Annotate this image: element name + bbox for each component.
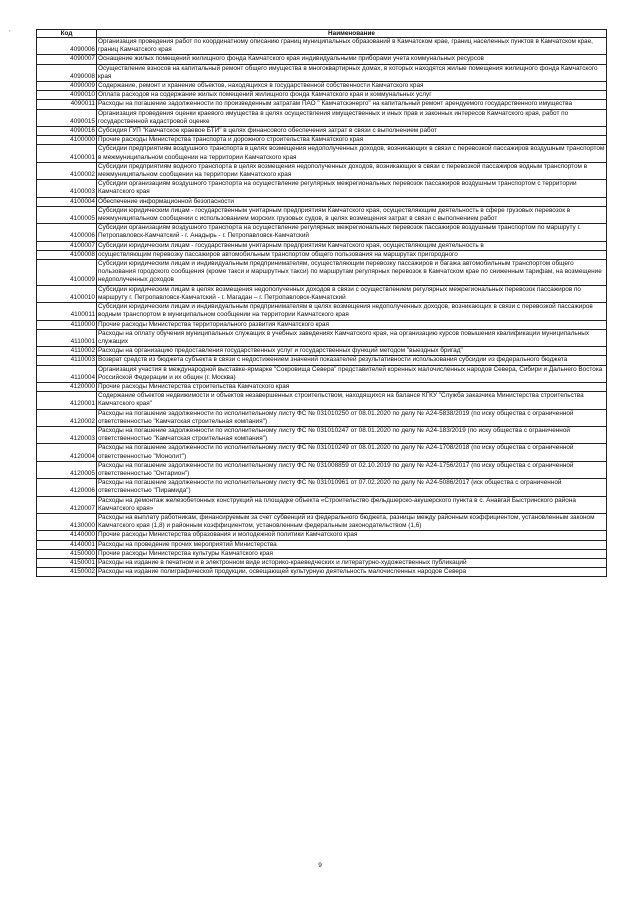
table-row bbox=[37, 444, 607, 461]
row-code: 4110001 bbox=[37, 329, 97, 346]
table-row bbox=[37, 285, 607, 302]
table-row bbox=[37, 568, 607, 577]
table-row bbox=[37, 100, 607, 109]
scan-mark: , bbox=[9, 27, 11, 33]
row-name: Оснащение жилых помещений жилищного фонда Камчатского края индивидуальными приборами учета коммунальных ресурсов bbox=[97, 55, 607, 64]
table-row bbox=[37, 303, 607, 320]
row-code: 4100005 bbox=[37, 206, 97, 223]
row-code: 4110000 bbox=[37, 320, 97, 329]
row-name: Расходы на издание в печатном и в электронном виде историко-краеведческих и литературно-художественных публикаций bbox=[97, 558, 607, 567]
row-code: 4120003 bbox=[37, 426, 97, 443]
row-code: 4090008 bbox=[37, 64, 97, 81]
table-row bbox=[37, 558, 607, 567]
row-code: 4090006 bbox=[37, 38, 97, 55]
row-name: Расходы на организацию предоставления государственных услуг и государственных функций методом "выездных бригад" bbox=[97, 347, 607, 356]
table-row bbox=[37, 197, 607, 206]
row-name: Прочие расходы Министерства строительства Камчатского края bbox=[97, 382, 607, 391]
table-row bbox=[37, 426, 607, 443]
row-code: 4110002 bbox=[37, 347, 97, 356]
row-code: 4120006 bbox=[37, 479, 97, 496]
table-row bbox=[37, 206, 607, 223]
table-row bbox=[37, 329, 607, 346]
table-row bbox=[37, 540, 607, 549]
table-row bbox=[37, 109, 607, 126]
row-name: Прочие расходы Министерства территориального развития Камчатского края bbox=[97, 320, 607, 329]
row-code: 4130000 bbox=[37, 513, 97, 530]
table-row bbox=[37, 496, 607, 513]
table-row bbox=[37, 250, 607, 259]
row-code: 4140000 bbox=[37, 531, 97, 540]
table-row bbox=[37, 180, 607, 197]
row-code: 4100011 bbox=[37, 303, 97, 320]
row-name: Субсидии юридическим лицам - государственным унитарным предприятиям Камчатского края, осуществляющим деятельность в bbox=[97, 241, 607, 250]
row-name: Организация проведения оценки краевого имущества в целях осуществления имущественных и иных прав и законных интересов Камчатского края, работ по государственной кадастровой оценке bbox=[97, 109, 607, 126]
row-code: 4150000 bbox=[37, 549, 97, 558]
page-number: 9 bbox=[318, 862, 322, 869]
row-code: 4090010 bbox=[37, 91, 97, 100]
row-name: Содержание объектов недвижимости и объектов незавершенных строительством, находящихся на балансе КГКУ "Служба заказчика Министерства строительства Камчатского края" bbox=[97, 392, 607, 409]
row-code: 4120005 bbox=[37, 461, 97, 478]
row-code: 4090016 bbox=[37, 127, 97, 136]
row-code: 4090011 bbox=[37, 100, 97, 109]
row-name: Субсидии юридическим лицам и индивидуальным предпринимателям, осуществляющим перевозку пассажиров и багажа автомобильным транспортом общего пользования городского сообщения (кроме такси и маршрутных такси) по маршрутам регулярных перевозок в Камчатском крае по сниженным тарифам, на возмещение недополученных доходов bbox=[97, 260, 607, 286]
table-row bbox=[37, 461, 607, 478]
row-code: 4110003 bbox=[37, 356, 97, 365]
table-row bbox=[37, 479, 607, 496]
row-code: 4100010 bbox=[37, 285, 97, 302]
table-row bbox=[37, 136, 607, 145]
table-row bbox=[37, 241, 607, 250]
row-code: 4100001 bbox=[37, 145, 97, 162]
row-name: Субсидии юридическим лицам - государственным унитарным предприятиям Камчатского края, осуществляющим деятельность в сфере грузовых перевозок в межмуниципальном сообщении с использованием морских грузовых судов, в целях возмещения затрат в связи с выполнением работ bbox=[97, 206, 607, 223]
row-code: 4090015 bbox=[37, 109, 97, 126]
row-name: осуществляющим перевозку пассажиров автомобильным транспортом общего пользования на маршрутах пригородного bbox=[97, 250, 607, 259]
row-name: Прочие расходы Министерства культуры Камчатского края bbox=[97, 549, 607, 558]
row-code: 4120000 bbox=[37, 382, 97, 391]
table-row bbox=[37, 356, 607, 365]
row-name: Субсидии организациям воздушного транспорта на осуществление регулярных межрегиональных перевозок пассажиров воздушным транспортом по маршруту г. Петропавловск-Камчатский - г. Анадырь - г. Петропавловск-Камчатский bbox=[97, 224, 607, 241]
row-name: Расходы на погашение задолженности по исполнительному листу ФС № 031010961 от 07.02.2020 по делу № А24-5086/2017 (иск общества с ограниченной ответственностью "Пирамида") bbox=[97, 479, 607, 496]
row-name: Расходы на проведение прочих мероприятий Министерства bbox=[97, 540, 607, 549]
row-name: Субсидии юридическим лицам и индивидуальным предпринимателям в целях возмещения недополученных доходов, возникающих в связи с перевозкой пассажиров водным транспортом в муниципальном сообщении на территории Камчатского края bbox=[97, 303, 607, 320]
row-code: 4140001 bbox=[37, 540, 97, 549]
header-name: Наименование bbox=[97, 30, 607, 38]
row-name: Расходы на издание полиграфической продукции, освещающей культурную деятельность малочисленных народов Севера bbox=[97, 568, 607, 577]
row-name: Возврат средств из бюджета субъекта в связи с недостижением значений показателей результативности использования субсидии из федерального бюджета bbox=[97, 356, 607, 365]
row-name: Расходы на погашение задолженности по исполнительному листу ФС № 031008859 от 02.10.2019 по делу № А24-1756/2017 (по иску общества с ограниченной ответственностью "Онтарион") bbox=[97, 461, 607, 478]
table-row bbox=[37, 513, 607, 530]
row-code: 4110004 bbox=[37, 365, 97, 382]
row-name: Осуществление взносов на капитальный ремонт общего имущества в многоквартирных домах, в которых находятся жилые помещения жилищного фонда Камчатского края bbox=[97, 64, 607, 81]
table-row bbox=[37, 145, 607, 162]
row-code: 4100000 bbox=[37, 136, 97, 145]
row-code: 4100003 bbox=[37, 180, 97, 197]
row-code: 4120002 bbox=[37, 409, 97, 426]
row-code: 4100007 bbox=[37, 241, 97, 250]
row-name: Прочие расходы Министерства транспорта и дорожного строительства Камчатского края bbox=[97, 136, 607, 145]
table-row bbox=[37, 382, 607, 391]
row-name: Расходы на погашение задолженности по исполнительному листу ФС № 031010247 от 08.01.2020 по делу № А24-183/2019 (по иску общества с ограниченной ответственностью "Камчатская строительная компания") bbox=[97, 426, 607, 443]
table-row bbox=[37, 127, 607, 136]
row-name: Прочие расходы Министерства образования и молодежной политики Камчатского края bbox=[97, 531, 607, 540]
row-name: Субсидии предприятиям воздушного транспорта в целях возмещения недополученных доходов, возникающих в связи с перевозкой пассажиров воздушным транспортом в межмуниципальном сообщении на территории Камчатского края bbox=[97, 145, 607, 162]
table-row bbox=[37, 38, 607, 55]
row-name: Расходы на погашение задолженности по произведенным затратам ПАО " Камчатскэнерго" на капитальный ремонт арендуемого государственного имущества bbox=[97, 100, 607, 109]
row-code: 4150001 bbox=[37, 558, 97, 567]
row-name: Оплата расходов на содержание жилых помещений жилищного фонда Камчатского края и коммунальных услуг bbox=[97, 91, 607, 100]
table-row bbox=[37, 64, 607, 81]
table-row bbox=[37, 82, 607, 91]
row-code: 4090009 bbox=[37, 82, 97, 91]
code-table-sheet bbox=[36, 29, 606, 577]
table-row bbox=[37, 365, 607, 382]
row-code: 4090007 bbox=[37, 55, 97, 64]
row-code: 4100006 bbox=[37, 224, 97, 241]
row-code: 4120001 bbox=[37, 392, 97, 409]
row-code: 4100008 bbox=[37, 250, 97, 259]
row-name: Субсидии юридическим лицам в целях возмещения недополученных доходов в связи с осуществлением регулярных межрегиональных перевозок пассажиров по маршруту г. Петропавловск-Камчатский - г. Магадан – г. Петропавловск-Камчатский bbox=[97, 285, 607, 302]
budget-codes-table bbox=[36, 29, 607, 577]
table-row bbox=[37, 55, 607, 64]
table-row bbox=[37, 224, 607, 241]
row-name: Расходы на погашение задолженности по исполнительному листу ФС № 031010249 от 08.01.2020 по делу № А24-1708/2018 (по иску общества с ограниченной ответственностью "Монолит") bbox=[97, 444, 607, 461]
row-code: 4120007 bbox=[37, 496, 97, 513]
row-name: Расходы на погашение задолженности по исполнительному листу ФС № 031010250 от 08.01.2020 по делу № А24-5838/2019 (по иску общества с ограниченной ответственностью "Камчатская строительная компания") bbox=[97, 409, 607, 426]
table-row bbox=[37, 392, 607, 409]
table-row bbox=[37, 320, 607, 329]
table-row bbox=[37, 409, 607, 426]
table-row bbox=[37, 91, 607, 100]
row-name: Организация участия в международной выставке-ярмарке "Сокровища Севера" представителей коренных малочисленных народов Севера, Сибири и Дальнего Востока Российской Федерации и их общин (г. Москва) bbox=[97, 365, 607, 382]
row-name: Расходы на оплату обучения муниципальных служащих в учебных заведениях Камчатского края, на организацию курсов повышения квалификации муниципальных служащих bbox=[97, 329, 607, 346]
header-code: Код bbox=[37, 30, 97, 38]
row-code: 4100004 bbox=[37, 197, 97, 206]
row-name: Обеспечение информационной безопасности bbox=[97, 197, 607, 206]
table-row bbox=[37, 549, 607, 558]
row-name: Расходы на демонтаж железобетонных конструкций на площадке объекта «Строительство фельдшерско-акушерского пункта в с. Анавгай Быстринского района Камчатского края» bbox=[97, 496, 607, 513]
row-code: 4150002 bbox=[37, 568, 97, 577]
row-code: 4120004 bbox=[37, 444, 97, 461]
table-row bbox=[37, 347, 607, 356]
table-row bbox=[37, 260, 607, 286]
table-header-row bbox=[37, 30, 607, 38]
table-row bbox=[37, 531, 607, 540]
row-name: Расходы на выплату работникам, финансируемым за счет субвенций из федерального бюджета, разницы между районным коэффициентом, установленным законом Камчатского края (1,8) и районным коэффициентом, установленным федеральным законодательством (1,6) bbox=[97, 513, 607, 530]
row-code: 4100009 bbox=[37, 260, 97, 286]
row-code: 4100002 bbox=[37, 162, 97, 179]
row-name: Организация проведения работ по координатному описанию границ муниципальных образований в Камчатском крае, границ населенных пунктов в Камчатском крае, границ Камчатского края bbox=[97, 38, 607, 55]
row-name: Субсидии предприятиям водного транспорта в целях возмещения недополученных доходов, возникающих в связи с перевозкой пассажиров водным транспортом в межмуниципальном сообщении на территории Камчатского края bbox=[97, 162, 607, 179]
row-name: Субсидия ГУП "Камчатское краевое БТИ" в целях финансового обеспечения затрат в связи с выполнением работ bbox=[97, 127, 607, 136]
row-name: Содержание, ремонт и хранение объектов, находящихся в государственной собственности Камчатского края bbox=[97, 82, 607, 91]
row-name: Субсидии организациям воздушного транспорта на осуществление регулярных межрегиональных перевозок пассажиров воздушным транспортом с территории Камчатского края bbox=[97, 180, 607, 197]
table-row bbox=[37, 162, 607, 179]
